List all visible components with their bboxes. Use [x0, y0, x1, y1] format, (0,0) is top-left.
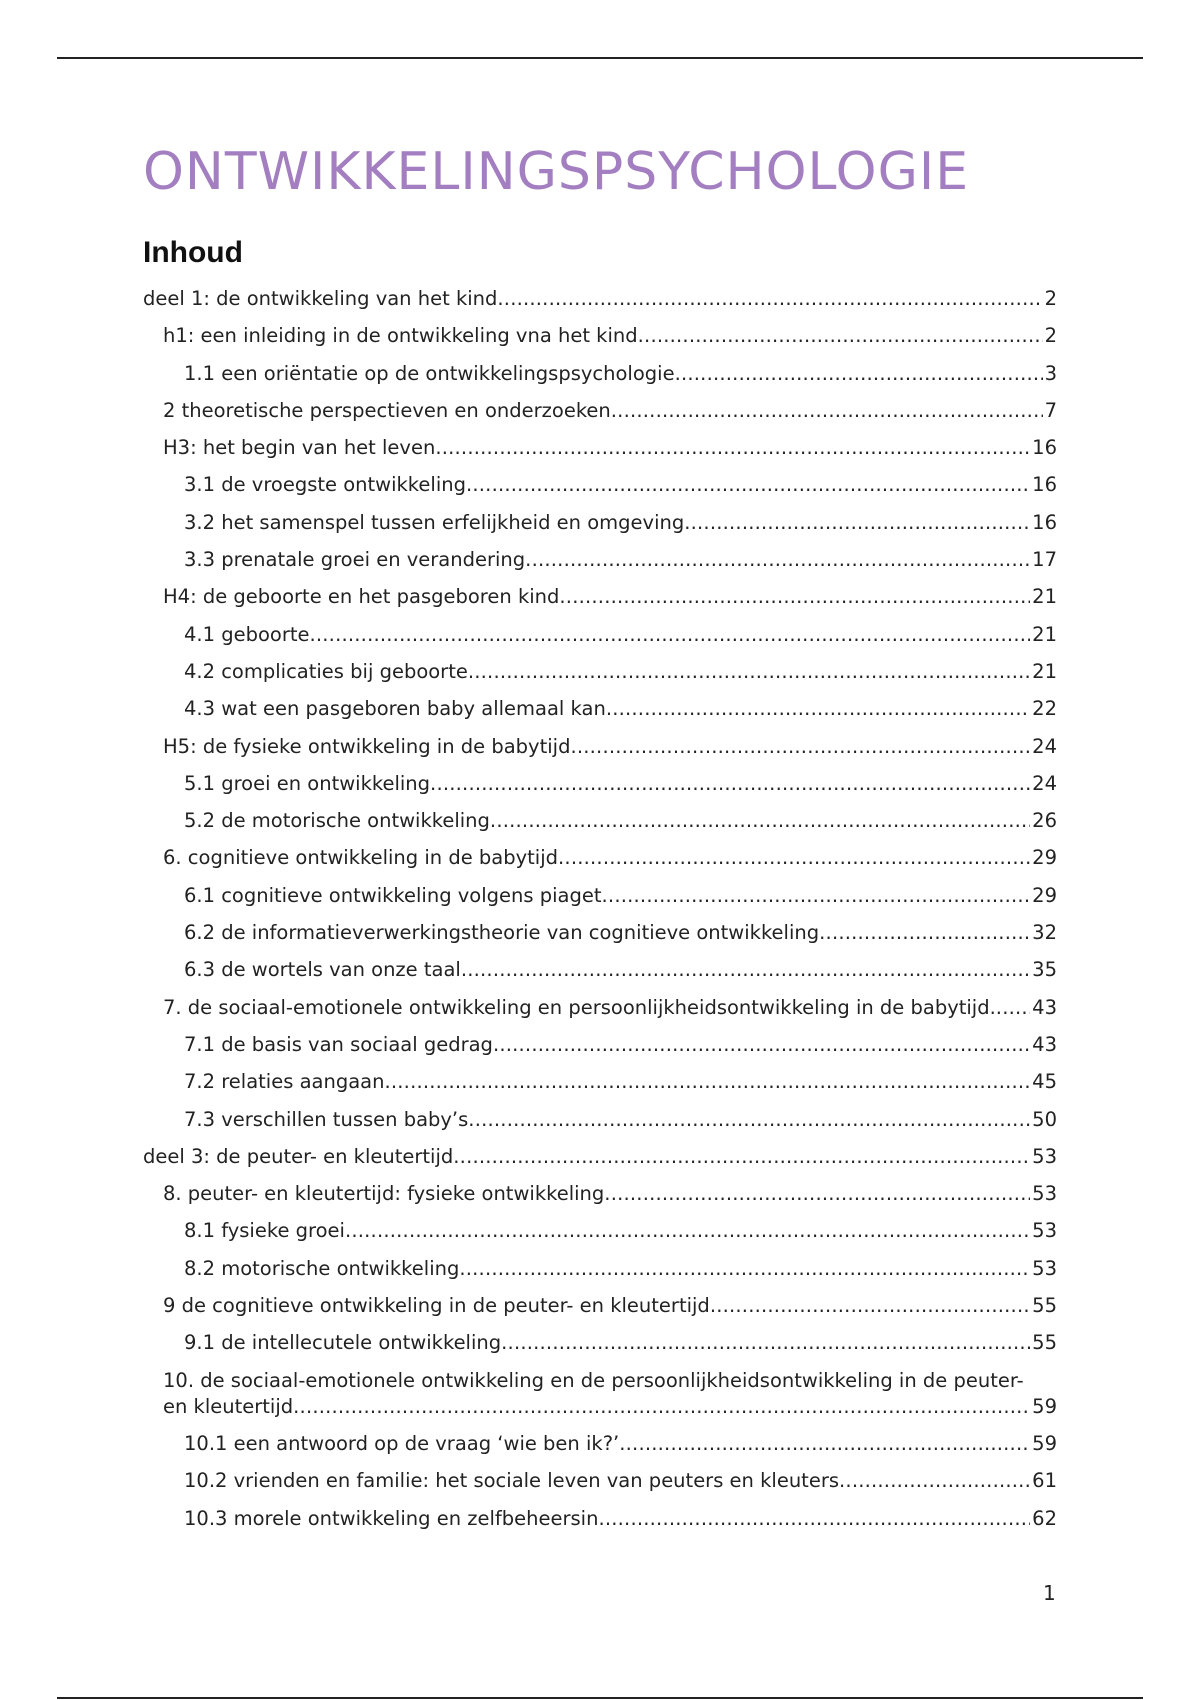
toc-entry-title: h1: een inleiding in de ontwikkeling vna het kind	[163, 324, 638, 348]
toc-entry-2[interactable]	[143, 398, 1057, 424]
dot-leader	[525, 547, 1030, 573]
toc-entry-7-3[interactable]	[143, 1107, 1057, 1133]
toc-entry-page: 53	[1032, 1256, 1057, 1280]
toc-entry-page: 62	[1032, 1506, 1057, 1530]
toc-entry-page: 21	[1032, 585, 1057, 609]
toc-entry-title: 6.1 cognitieve ontwikkeling volgens piaget	[184, 883, 602, 907]
toc-entry-title: 3.1 de vroegste ontwikkeling	[184, 473, 466, 497]
toc-entry-title: 4.2 complicaties bij geboorte	[184, 659, 468, 683]
dot-leader	[384, 1069, 1030, 1095]
header-rule	[57, 57, 1143, 59]
toc-entry-title: 4.3 wat een pasgeboren baby allemaal kan	[184, 697, 606, 721]
toc-entry-title: 6.2 de informatieverwerkingstheorie van cognitieve ontwikkeling	[184, 921, 820, 945]
toc-entry-page: 35	[1032, 958, 1057, 982]
dot-leader	[638, 323, 1043, 349]
toc-entry-6-2[interactable]	[143, 920, 1057, 946]
toc-entry-deel-3[interactable]	[143, 1144, 1057, 1170]
toc-entry-page: 16	[1032, 510, 1057, 534]
toc-entry-7-1[interactable]	[143, 1032, 1057, 1058]
dot-leader	[598, 1506, 1030, 1532]
toc-heading: Inhoud	[143, 236, 243, 269]
toc-entry-8[interactable]	[143, 1181, 1057, 1207]
toc-entry-10[interactable]	[143, 1368, 1057, 1420]
toc-entry-title: 9.1 de intellecutele ontwikkeling	[184, 1331, 502, 1355]
dot-leader	[675, 361, 1043, 387]
toc-entry-page: 53	[1032, 1219, 1057, 1243]
document-title: ONTWIKKELINGSPSYCHOLOGIE	[143, 142, 970, 202]
footer-rule	[57, 1697, 1143, 1699]
toc-entry-page: 43	[1032, 1032, 1057, 1056]
toc-entry-title: 10.1 een antwoord op de vraag ‘wie ben ik?’	[184, 1431, 620, 1455]
toc-entry-h4[interactable]	[143, 584, 1057, 610]
toc-entry-title: 6.3 de wortels van onze taal	[184, 958, 461, 982]
toc-entry-page: 32	[1032, 921, 1057, 945]
toc-entry-page: 22	[1032, 697, 1057, 721]
dot-leader	[468, 659, 1030, 685]
toc-entry-title: 8.2 motorische ontwikkeling	[184, 1256, 460, 1280]
toc-entry-4-2[interactable]	[143, 659, 1057, 685]
toc-entry-page: 29	[1032, 846, 1057, 870]
toc-entry-page: 55	[1032, 1294, 1057, 1318]
toc-entry-page: 45	[1032, 1070, 1057, 1094]
dot-leader	[430, 771, 1030, 797]
toc-entry-h1[interactable]	[143, 323, 1057, 349]
toc-entry-page: 59	[1032, 1394, 1057, 1418]
dot-leader	[602, 883, 1031, 909]
toc-entry-page: 26	[1032, 809, 1057, 833]
toc-entry-9[interactable]	[143, 1293, 1057, 1319]
toc-entry-page: 43	[1032, 995, 1057, 1019]
toc-entry-title: 5.1 groei en ontwikkeling	[184, 771, 431, 795]
dot-leader	[468, 1107, 1030, 1133]
dot-leader	[604, 1181, 1030, 1207]
toc-entry-5-2[interactable]	[143, 808, 1057, 834]
toc-entry-page: 16	[1032, 473, 1057, 497]
toc-entry-5-1[interactable]	[143, 771, 1057, 797]
dot-leader	[461, 957, 1030, 983]
toc-entry-title: 8.1 fysieke groei	[184, 1219, 345, 1243]
toc-entry-title: 7.3 verschillen tussen baby’s	[184, 1107, 469, 1131]
toc-entry-deel-1[interactable]	[143, 286, 1057, 312]
toc-entry-page: 2	[1044, 287, 1057, 310]
toc-entry-title: H3: het begin van het leven	[163, 436, 436, 460]
toc-entry-title: 3.3 prenatale groei en verandering	[184, 548, 526, 572]
toc-entry-page: 2	[1044, 324, 1057, 348]
toc-entry-10-1[interactable]	[143, 1431, 1057, 1457]
dot-leader	[570, 734, 1030, 760]
toc-entry-8-1[interactable]	[143, 1218, 1057, 1244]
toc-entry-page: 24	[1032, 734, 1057, 758]
dot-leader	[459, 1256, 1030, 1282]
toc-entry-title: deel 3: de peuter- en kleutertijd	[143, 1144, 454, 1168]
dot-leader	[559, 584, 1030, 610]
toc-entry-10-3[interactable]	[143, 1506, 1057, 1532]
toc-entry-6[interactable]	[143, 845, 1057, 871]
toc-entry-title: 4.1 geboorte	[184, 622, 310, 646]
toc-entry-title: H5: de fysieke ontwikkeling in de babytijd	[163, 734, 571, 758]
toc-entry-page: 50	[1032, 1107, 1057, 1131]
toc-entry-page: 21	[1032, 659, 1057, 683]
dot-leader	[466, 472, 1030, 498]
toc-entry-h3[interactable]	[143, 435, 1057, 461]
toc-entry-1-1[interactable]	[143, 361, 1057, 387]
toc-entry-title: deel 1: de ontwikkeling van het kind	[143, 287, 498, 310]
toc-entry-page: 21	[1032, 622, 1057, 646]
toc-entry-8-2[interactable]	[143, 1256, 1057, 1282]
table-of-contents	[143, 286, 1057, 1543]
toc-entry-page: 61	[1032, 1469, 1057, 1493]
dot-leader	[293, 1394, 1030, 1420]
toc-entry-page: 3	[1044, 361, 1057, 385]
dot-leader	[819, 920, 1030, 946]
toc-entry-title: H4: de geboorte en het pasgeboren kind	[163, 585, 560, 609]
toc-entry-7[interactable]	[143, 995, 1057, 1021]
dot-leader	[710, 1293, 1030, 1319]
dot-leader	[558, 845, 1030, 871]
dot-leader	[606, 696, 1030, 722]
toc-entry-page: 16	[1032, 436, 1057, 460]
toc-entry-7-2[interactable]	[143, 1069, 1057, 1095]
dot-leader	[453, 1144, 1030, 1170]
dot-leader	[839, 1468, 1030, 1494]
toc-entry-title: 1.1 een oriëntatie op de ontwikkelingspsychologie	[184, 361, 675, 385]
toc-entry-3-2[interactable]	[143, 510, 1057, 536]
toc-entry-6-1[interactable]	[143, 883, 1057, 909]
dot-leader	[345, 1218, 1030, 1244]
toc-entry-page: 59	[1032, 1431, 1057, 1455]
toc-entry-page: 53	[1032, 1144, 1057, 1168]
dot-leader	[684, 510, 1030, 536]
dot-leader	[497, 286, 1042, 312]
toc-entry-h5[interactable]	[143, 734, 1057, 760]
dot-leader	[611, 398, 1043, 424]
toc-entry-page: 24	[1032, 771, 1057, 795]
dot-leader	[435, 435, 1030, 461]
dot-leader	[501, 1330, 1030, 1356]
toc-entry-title: 9 de cognitieve ontwikkeling in de peuter- en kleutertijd	[163, 1294, 710, 1318]
toc-entry-title: 2 theoretische perspectieven en onderzoeken	[163, 398, 611, 422]
dot-leader	[490, 808, 1030, 834]
toc-entry-6-3[interactable]	[143, 957, 1057, 983]
toc-entry-title: 10.3 morele ontwikkeling en zelfbeheersin	[184, 1506, 599, 1530]
toc-entry-title: 6. cognitieve ontwikkeling in de babytijd	[163, 846, 559, 870]
toc-entry-3-1[interactable]	[143, 472, 1057, 498]
toc-entry-title: 8. peuter- en kleutertijd: fysieke ontwikkeling	[163, 1182, 605, 1206]
toc-entry-4-1[interactable]	[143, 622, 1057, 648]
toc-entry-4-3[interactable]	[143, 696, 1057, 722]
toc-entry-title: 5.2 de motorische ontwikkeling	[184, 809, 490, 833]
dot-leader	[996, 995, 1030, 1021]
toc-entry-page: 29	[1032, 883, 1057, 907]
toc-entry-10-2[interactable]	[143, 1468, 1057, 1494]
toc-entry-title: 10. de sociaal-emotionele ontwikkeling en de persoonlijkheidsontwikkeling in de peuter-	[163, 1368, 1024, 1392]
toc-entry-page: 53	[1032, 1182, 1057, 1206]
toc-entry-page: 17	[1032, 548, 1057, 572]
toc-entry-page: 55	[1032, 1331, 1057, 1355]
toc-entry-9-1[interactable]	[143, 1330, 1057, 1356]
toc-entry-page: 7	[1044, 398, 1057, 422]
toc-entry-title-continued: en kleutertijd	[163, 1394, 294, 1418]
dot-leader	[309, 622, 1030, 648]
toc-entry-title: 7. de sociaal-emotionele ontwikkeling en persoonlijkheidsontwikkeling in de babytijd.	[163, 995, 996, 1019]
toc-entry-title: 7.2 relaties aangaan	[184, 1070, 385, 1094]
page-number: 1	[1043, 1581, 1056, 1605]
toc-entry-title: 3.2 het samenspel tussen erfelijkheid en omgeving	[184, 510, 685, 534]
toc-entry-title: 7.1 de basis van sociaal gedrag	[184, 1032, 493, 1056]
dot-leader	[619, 1431, 1030, 1457]
dot-leader	[493, 1032, 1030, 1058]
toc-entry-title: 10.2 vrienden en familie: het sociale leven van peuters en kleuters	[184, 1469, 840, 1493]
toc-entry-3-3[interactable]	[143, 547, 1057, 573]
